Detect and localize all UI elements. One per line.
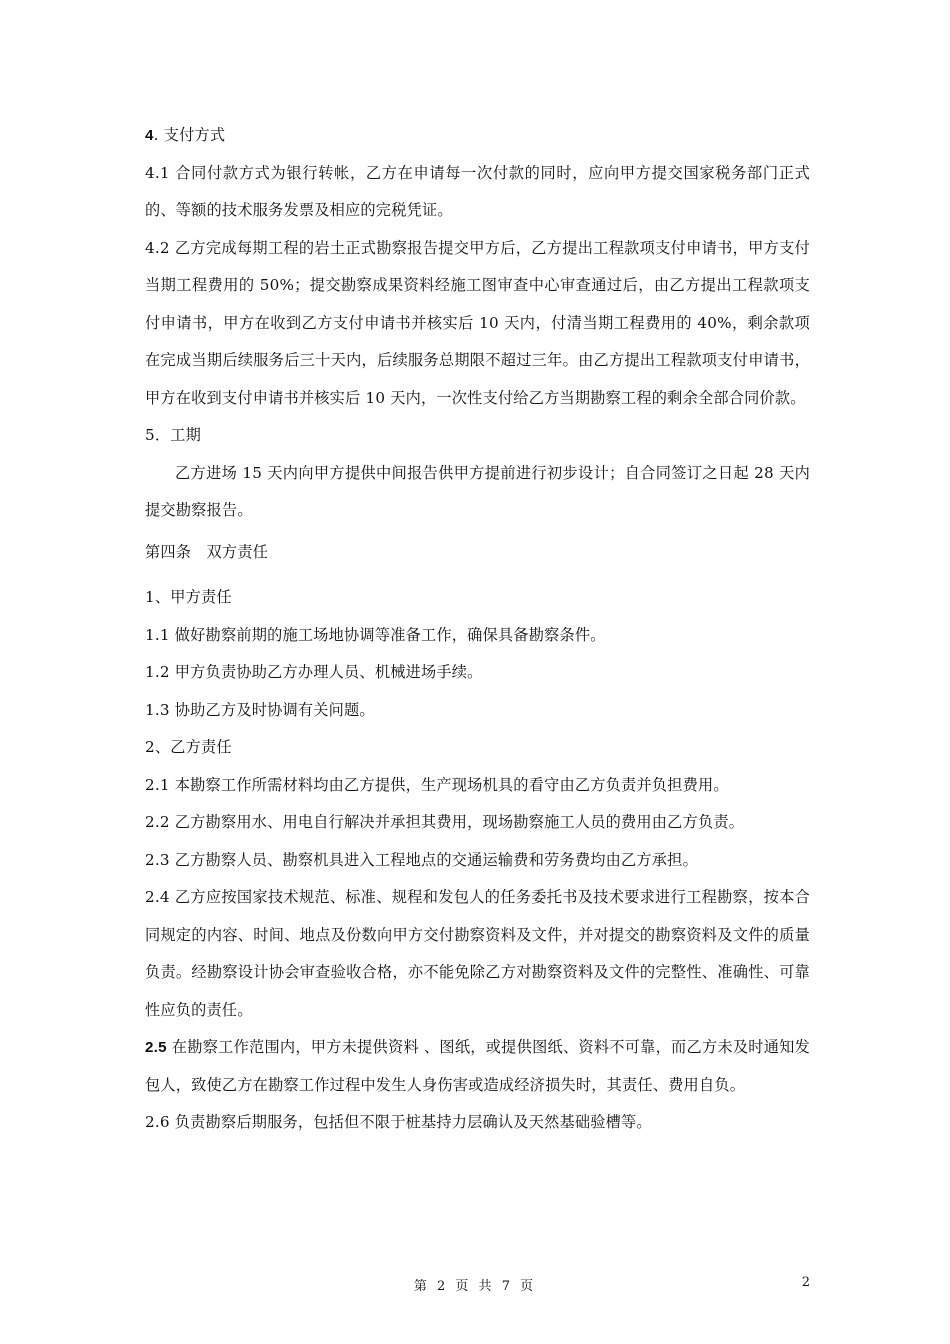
clause-b-2-4: 2.4 乙方应按国家技术规范、标准、规程和发包人的任务委托书及技术要求进行工程勘察，按本合同规定的内容、时间、地点及份数向甲方交付勘察资料及文件，并对提交的勘察资料及文件的质量负责。经勘察设计协会审查验收合格，亦不能免除乙方对勘察资料及文件的完整性、准确性、可靠性应负的责任。 xyxy=(145,888,810,1019)
clause-a-1-3: 1.3 协助乙方及时协调有关问题。 xyxy=(145,700,375,719)
page-count-label: 第 2 页 共 7 页 xyxy=(413,1279,537,1294)
clause-a-1-2: 1.2 甲方负责协助乙方办理人员、机械进场手续。 xyxy=(145,663,483,681)
section-4-title: . 支付方式 xyxy=(153,126,226,144)
clause-b-2-5-number: 2.5 xyxy=(145,1039,167,1056)
clause-b-2-2: 2.2 乙方勘察用水、用电自行解决并承担其费用，现场勘察施工人员的费用由乙方负责。 xyxy=(145,813,745,831)
party-b-heading: 2、乙方责任 xyxy=(145,738,232,756)
clause-4-2: 4.2 乙方完成每期工程的岩土正式勘察报告提交甲方后，乙方提出工程款项支付申请书，甲方支付当期工程费用的 50%；提交勘察成果资料经施工图审查中心审查通过后，由乙方提出工程款项支付申请书，甲方在收到乙方支付申请书并核实后 10 天内，付清当期工程费用的 40%，剩余款项在完成当期后续服务后三十天内，后续服务总期限不超过三年。由乙方提出工程款项支付申请书，甲方在收到支付申请书并核实后 10 天内，一次性支付给乙方当期勘察工程的剩余全部合同价款。 xyxy=(145,238,810,407)
clause-4-1: 4.1 合同付款方式为银行转帐，乙方在申请每一次付款的同时，应向甲方提交国家税务部门正式的、等额的技术服务发票及相应的完税凭证。 xyxy=(145,163,810,219)
clause-b-2-5-text: 在勘察工作范围内，甲方未提供资料 、图纸，或提供图纸、资料不可靠，而乙方未及时通知发包人，致使乙方在勘察工作过程中发生人身伤害或造成经济损失时，其责任、费用自负。 xyxy=(145,1038,810,1094)
clause-b-2-6: 2.6 负责勘察后期服务，包括但不限于桩基持力层确认及天然基础验槽等。 xyxy=(145,1113,652,1131)
clause-a-1-1: 1.1 做好勘察前期的施工场地协调等准备工作，确保具备勘察条件。 xyxy=(145,625,606,644)
clause-b-2-3: 2.3 乙方勘察人员、勘察机具进入工程地点的交通运输费和劳务费均由乙方承担。 xyxy=(145,850,698,869)
section-5-heading: 5．工期 xyxy=(145,426,202,444)
section-4-heading xyxy=(145,117,810,155)
section-5-body: 乙方进场 15 天内向甲方提供中间报告供甲方提前进行初步设计；自合同签订之日起 28 天内提交勘察报告。 xyxy=(145,463,810,519)
section-4-number: 4 xyxy=(145,127,154,144)
clause-b-2-5 xyxy=(145,1029,810,1104)
party-a-heading: 1、甲方责任 xyxy=(145,588,232,606)
document-body xyxy=(145,117,810,1142)
clause-b-2-1: 2.1 本勘察工作所需材料均由乙方提供，生产现场机具的看守由乙方负责并负担费用。 xyxy=(145,775,729,794)
page-number: 2 xyxy=(801,1275,810,1290)
article-4-heading: 第四条 双方责任 xyxy=(145,542,269,561)
